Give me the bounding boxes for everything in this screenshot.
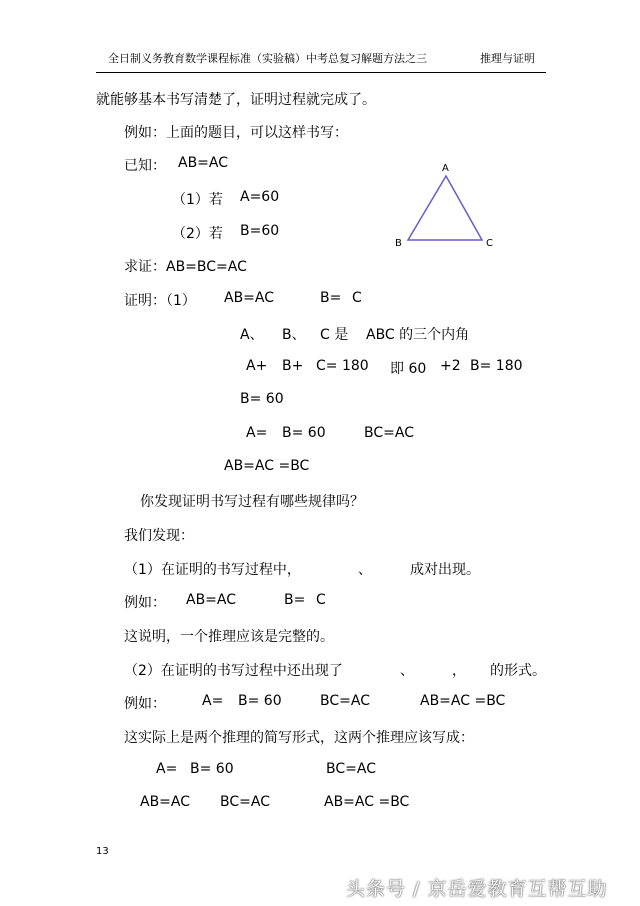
proof-step: B= 60	[282, 425, 326, 441]
example-step: A=	[202, 693, 224, 709]
case-value: B=60	[240, 223, 280, 239]
proof-step: A、	[240, 327, 264, 343]
text-line: 你发现证明书写过程有哪些规律吗？	[140, 494, 364, 510]
text-line: 就能够基本书写清楚了，证明过程就完成了。	[96, 92, 376, 108]
example-step: AB=AC	[140, 794, 191, 810]
proof-step: AB=AC	[224, 290, 275, 306]
vertex-label-b: B	[395, 238, 402, 249]
example-label: 例如：	[124, 595, 166, 611]
proof-label: 证明：（1）	[124, 293, 196, 309]
example-step: C	[316, 592, 326, 608]
example-step: BC=AC	[220, 794, 270, 810]
text-line: 、	[358, 562, 372, 578]
vertex-label-a: A	[442, 163, 449, 174]
watermark: 头条号 / 京岳爱教育互帮互助	[346, 878, 608, 900]
triangle-outline	[408, 176, 482, 240]
proof-step: 即 60	[390, 361, 427, 377]
example-step: B=	[284, 592, 306, 608]
text-line: 这实际上是两个推理的简写形式，这两个推理应该写成：	[124, 730, 474, 746]
text-line: 、	[400, 663, 414, 679]
proof-step: B= 60	[240, 391, 284, 407]
proof-step: C 是	[320, 327, 349, 343]
example-step: AB=AC	[186, 592, 237, 608]
example-step: A=	[156, 761, 178, 777]
proof-step: BC=AC	[364, 425, 414, 441]
header-rule	[96, 72, 546, 73]
example-step: AB=AC =BC	[324, 794, 410, 810]
header-title: 全日制义务教育数学课程标准（实验稿）中考总复习解题方法之三	[108, 52, 427, 65]
proof-step: B+	[282, 358, 304, 374]
text-line: （2）在证明的书写过程中还出现了	[124, 663, 343, 679]
page-number: 13	[96, 846, 109, 857]
proof-step: B、	[282, 327, 306, 343]
text-line: 例如：上面的题目，可以这样书写：	[124, 125, 348, 141]
triangle-figure	[390, 158, 500, 254]
proof-conclusion: AB=AC =BC	[224, 458, 310, 474]
example-step: B= 60	[238, 693, 282, 709]
proof-step: B=	[320, 290, 342, 306]
example-step: BC=AC	[326, 761, 376, 777]
proof-step: A+	[246, 358, 268, 374]
prove-line: 求证：AB=BC=AC	[124, 259, 247, 275]
given-value: AB=AC	[178, 155, 229, 171]
proof-step: C	[352, 290, 362, 306]
case-value: A=60	[240, 189, 280, 205]
example-step: AB=AC =BC	[420, 693, 506, 709]
text-line: 我们发现：	[124, 528, 194, 544]
given-label: 已知：	[124, 158, 166, 174]
text-line: 的形式。	[490, 663, 546, 679]
text-line: （1）在证明的书写过程中，	[124, 562, 301, 578]
text-line: 成对出现。	[410, 562, 480, 578]
text-line: ，	[452, 663, 466, 679]
vertex-label-c: C	[486, 238, 493, 249]
text-line: 这说明，一个推理应该是完整的。	[124, 629, 334, 645]
proof-step: C= 180	[316, 358, 369, 374]
proof-step: B= 180	[470, 358, 523, 374]
case-label: （2）若	[172, 226, 223, 242]
proof-step: A=	[246, 425, 268, 441]
header-section: 推理与证明	[480, 52, 535, 65]
proof-step: +2	[440, 358, 461, 374]
example-step: B= 60	[190, 761, 234, 777]
proof-step: ABC 的三个内角	[366, 327, 470, 343]
case-label: （1）若	[172, 192, 223, 208]
example-step: BC=AC	[320, 693, 370, 709]
example-label: 例如：	[124, 696, 166, 712]
